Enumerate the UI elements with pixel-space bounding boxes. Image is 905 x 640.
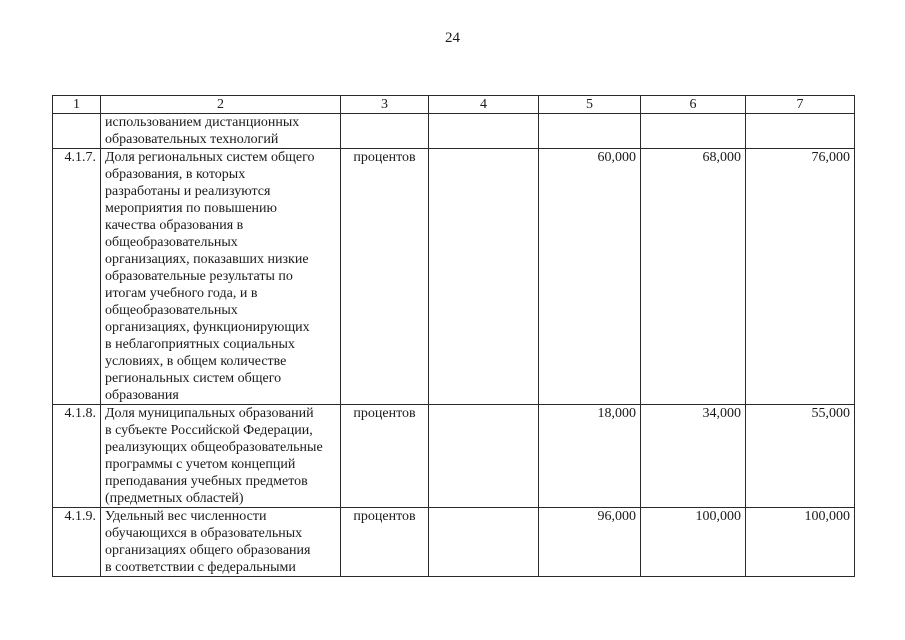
indicator-name-line: преподавания учебных предметов — [105, 474, 308, 489]
column-header-2: 2 — [101, 96, 341, 114]
indicator-name-line: организациях общего образования — [105, 543, 311, 558]
indicator-name-line: организациях, показавших низкие — [105, 252, 309, 267]
column-header-7: 7 — [746, 96, 855, 114]
indicator-name-line: образовательных технологий — [105, 132, 279, 147]
value-col7 — [746, 114, 855, 149]
header-row — [53, 96, 855, 114]
indicator-name-line: итогам учебного года, и в — [105, 286, 258, 301]
value-col5 — [539, 114, 641, 149]
value-col6 — [641, 114, 746, 149]
indicator-name-line: общеобразовательных — [105, 303, 238, 318]
table-row — [53, 149, 855, 405]
indicator-name-line: региональных систем общего — [105, 371, 282, 386]
indicator-name-line: условиях, в общем количестве — [105, 354, 287, 369]
table-row — [53, 114, 855, 149]
indicator-name-line: Доля региональных систем общего — [105, 150, 315, 165]
indicator-name-line: образования, в которых — [105, 167, 246, 182]
indicator-name-line: Доля муниципальных образований — [105, 406, 314, 421]
value-col7: 76,000 — [746, 149, 855, 405]
indicator-name — [101, 149, 341, 405]
value-col6: 100,000 — [641, 508, 746, 577]
indicator-name-line: обучающихся в образовательных — [105, 526, 303, 541]
value-col5: 18,000 — [539, 405, 641, 508]
value-col7: 100,000 — [746, 508, 855, 577]
unit-cell: процентов — [341, 508, 429, 577]
value-col4 — [429, 405, 539, 508]
indicator-name-line: в неблагоприятных социальных — [105, 337, 295, 352]
indicator-name — [101, 114, 341, 149]
indicator-name-line: программы с учетом концепций — [105, 457, 296, 472]
indicator-name-line: в соответствии с федеральными — [105, 560, 296, 575]
indicator-name-line: Удельный вес численности — [105, 509, 267, 524]
indicator-name — [101, 405, 341, 508]
value-col7: 55,000 — [746, 405, 855, 508]
column-header-4: 4 — [429, 96, 539, 114]
table-row — [53, 508, 855, 577]
indicator-name-line: в субъекте Российской Федерации, — [105, 423, 313, 438]
row-number — [53, 114, 101, 149]
unit-cell: процентов — [341, 405, 429, 508]
column-header-6: 6 — [641, 96, 746, 114]
indicator-name — [101, 508, 341, 577]
column-header-1: 1 — [53, 96, 101, 114]
page-number: 24 — [445, 30, 460, 46]
indicator-table — [52, 95, 855, 577]
indicator-name-line: (предметных областей) — [105, 491, 244, 506]
row-number: 4.1.7. — [53, 149, 101, 405]
indicator-name-line: реализующих общеобразовательные — [105, 440, 323, 455]
table-row — [53, 405, 855, 508]
value-col5: 96,000 — [539, 508, 641, 577]
indicator-name-line: качества образования в — [105, 218, 244, 233]
indicator-name-line: использованием дистанционных — [105, 115, 300, 130]
value-col4 — [429, 508, 539, 577]
value-col6: 34,000 — [641, 405, 746, 508]
indicator-name-line: образовательные результаты по — [105, 269, 293, 284]
row-number: 4.1.9. — [53, 508, 101, 577]
unit-cell: процентов — [341, 149, 429, 405]
value-col6: 68,000 — [641, 149, 746, 405]
value-col5: 60,000 — [539, 149, 641, 405]
value-col4 — [429, 114, 539, 149]
value-col4 — [429, 149, 539, 405]
indicator-name-line: мероприятия по повышению — [105, 201, 277, 216]
row-number: 4.1.8. — [53, 405, 101, 508]
indicator-name-line: образования — [105, 388, 179, 403]
unit-cell — [341, 114, 429, 149]
column-header-3: 3 — [341, 96, 429, 114]
indicator-name-line: организациях, функционирующих — [105, 320, 310, 335]
indicator-name-line: разработаны и реализуются — [105, 184, 271, 199]
indicator-name-line: общеобразовательных — [105, 235, 238, 250]
column-header-5: 5 — [539, 96, 641, 114]
